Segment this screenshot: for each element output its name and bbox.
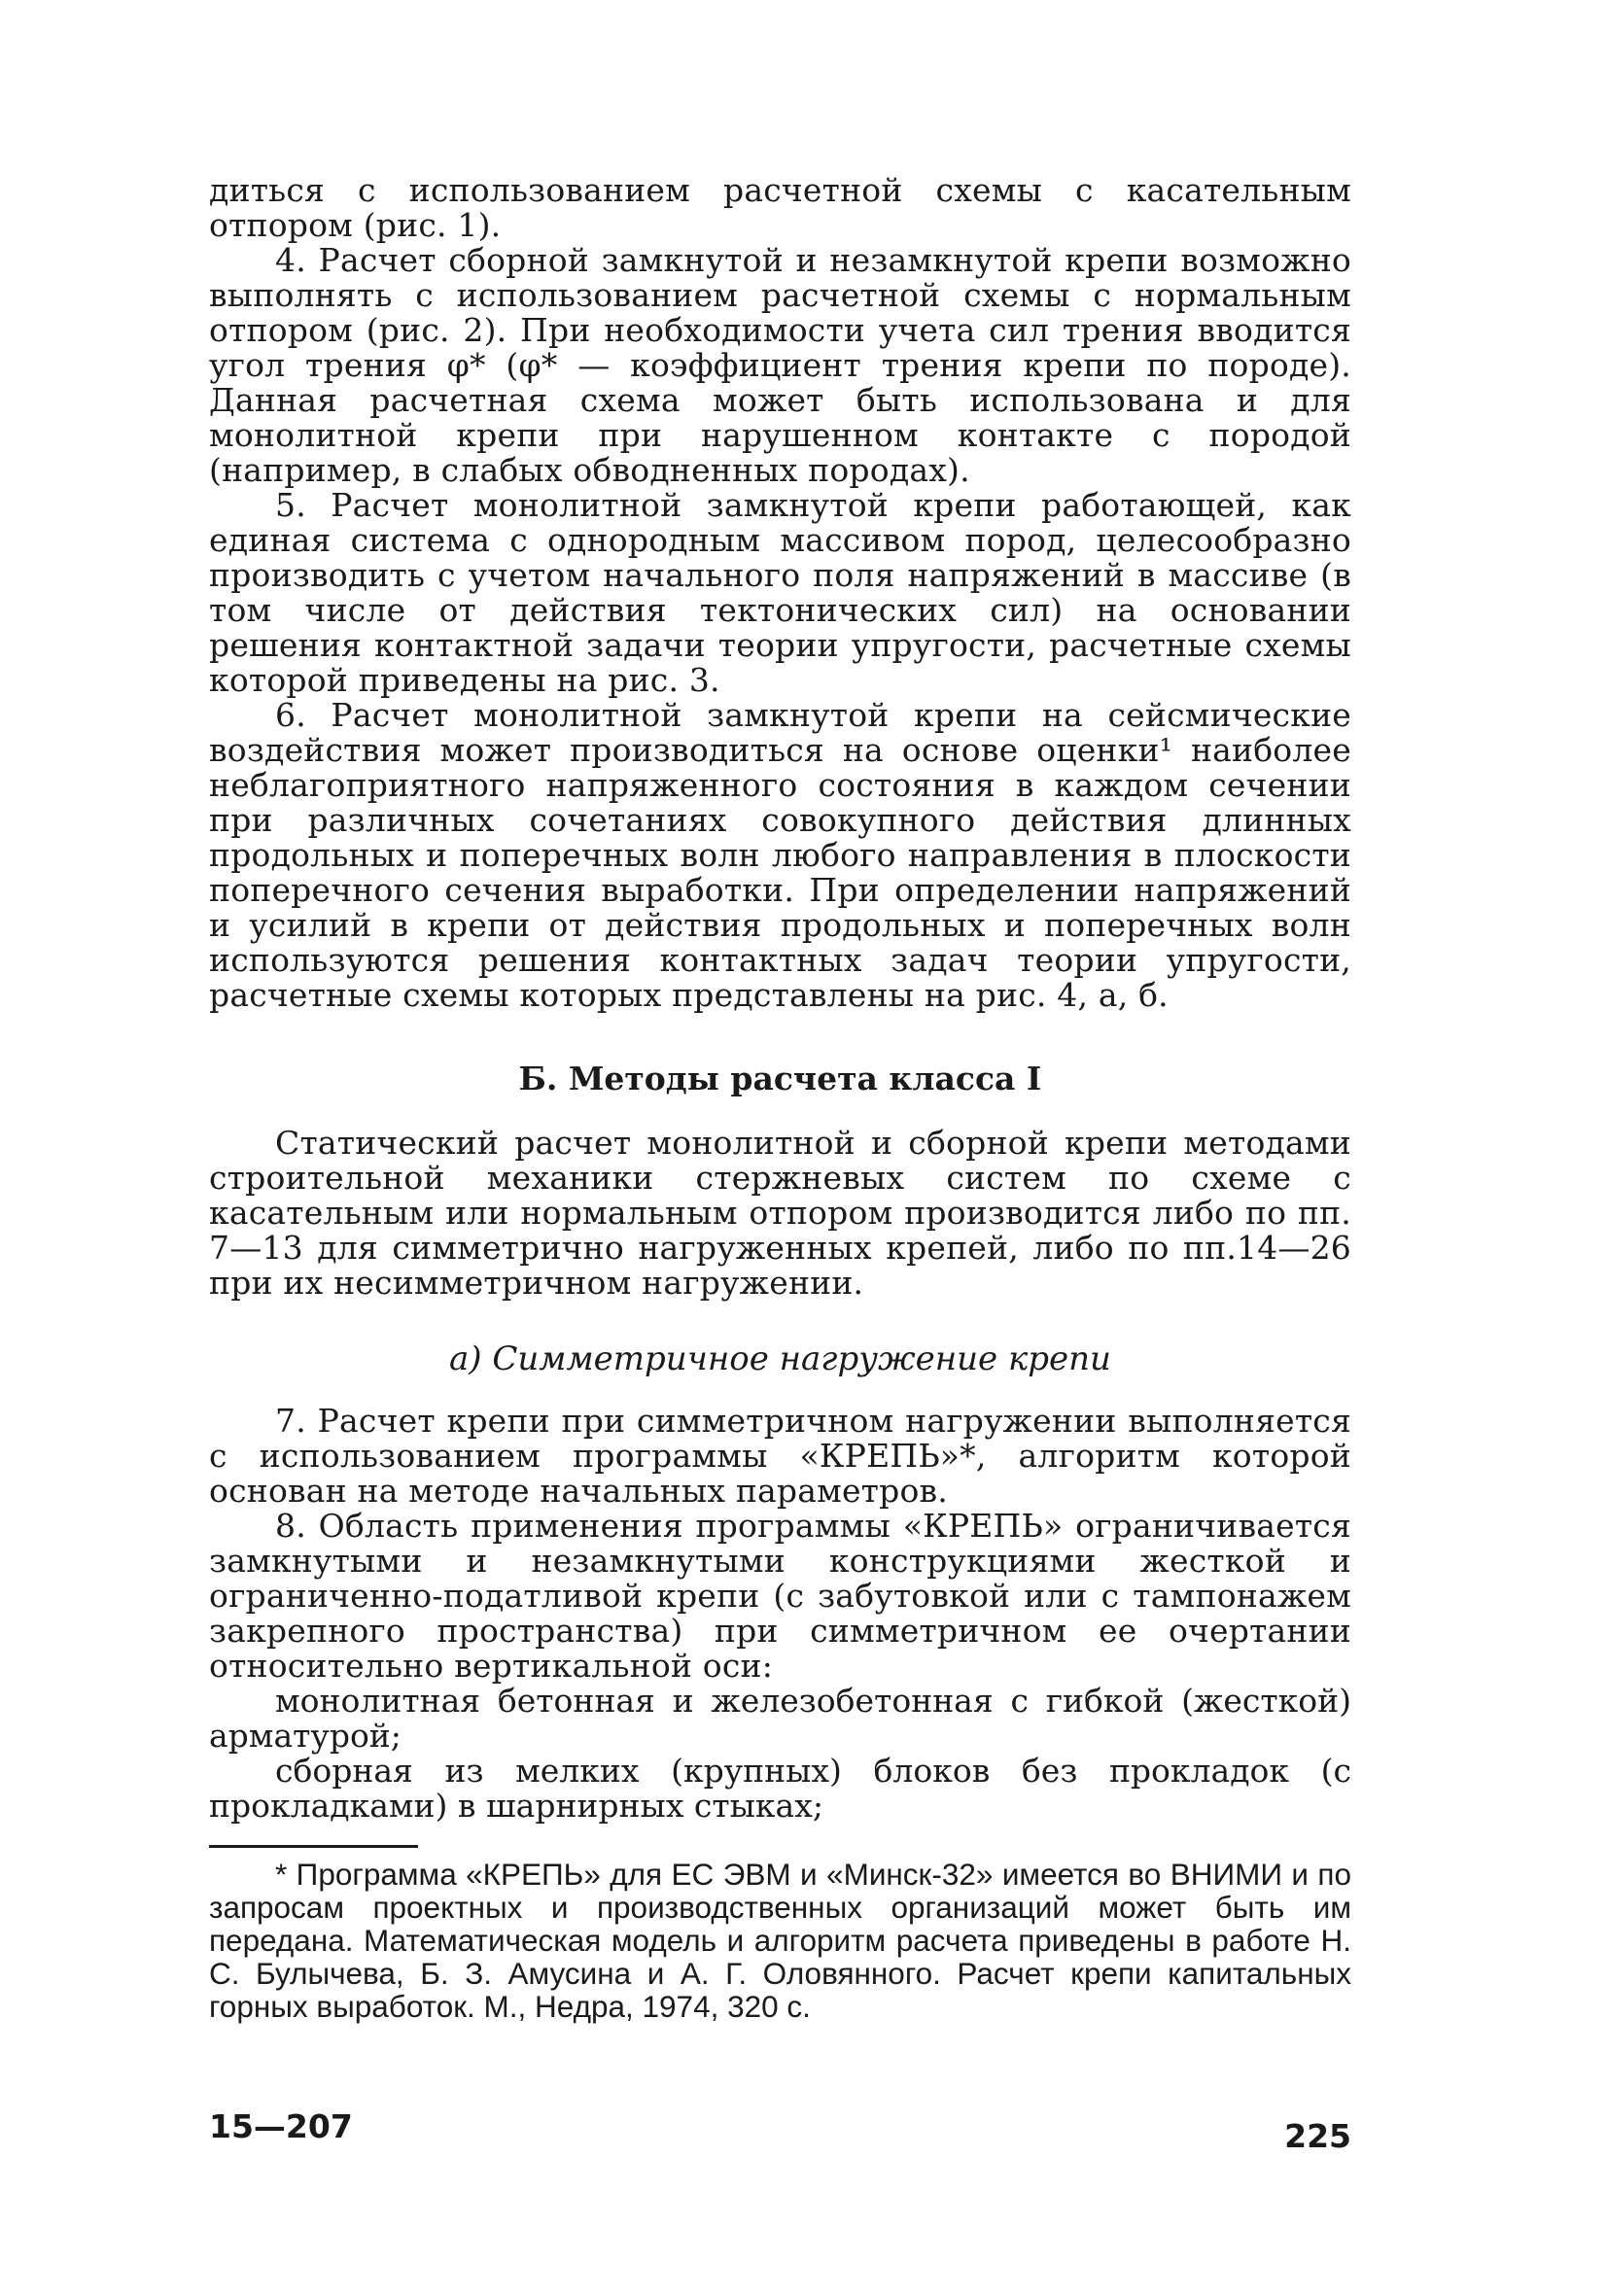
paragraph-6: 6. Расчет монолитной замкнутой крепи на сейсмические воздействия может производиться на основе оценки¹ наиболее неблагоприятного напряженного состояния в каждом сечении при различных сочетаниях совокупного действия длинных продольных и поперечных волн любого направления в плоскости поперечного сечения выработки. При определении напряжений и усилий в крепи от действия продольных и поперечных волн используются решения контактных задач теории упругости, расчетные схемы которых представлены на рис. 4, а, б. xyxy=(209,696,1351,1014)
footnote: * Программа «КРЕПЬ» для ЕС ЭВМ и «Минск-32» имеется во ВНИМИ и по запросам проектных и производственных организаций может быть им передана. Математическая модель и алгоритм расчета приведены в работе Н. С. Булычева, Б. З. Амусина и А. Г. Оловянного. Расчет крепи капитальных горных выработок. М., Недра, 1974, 320 с. xyxy=(209,1857,1351,2024)
paragraph-4: 4. Расчет сборной замкнутой и незамкнутой крепи возможно выполнять с использованием расчетной схемы с нормальным отпором (рис. 2). При необходимости учета сил трения вводится угол трения φ* (φ* — коэффициент трения крепи по породе). Данная расчетная схема может быть использована и для монолитной крепи при нарушенном контакте с породой (например, в слабых обводненных породах). xyxy=(209,241,1351,489)
paragraph-5: 5. Расчет монолитной замкнутой крепи работающей, как единая система с однородным массивом пород, целесообразно производить с учетом начального поля напряжений в массиве (в том числе от действия тектонических сил) на основании решения контактной задачи теории упругости, расчетные схемы которой приведены на рис. 3. xyxy=(209,486,1351,699)
page-footer xyxy=(209,2107,1351,2156)
subsection-heading-a: а) Симметричное нагружение крепи xyxy=(449,1339,1111,1378)
section-b-paragraph: Статический расчет монолитной и сборной крепи методами строительной механики стержневых систем по схеме с касательным или нормальным отпором производится либо по пп. 7—13 для симметрично нагруженных крепей, либо по пп.14—26 при их несимметричном нагружении. xyxy=(209,1124,1351,1302)
list-item-precast: сборная из мелких (крупных) блоков без прокладок (с прокладками) в шарнирных стыках; xyxy=(209,1752,1351,1825)
page-body xyxy=(209,173,1351,2023)
paragraph-7: 7. Расчет крепи при симметричном нагружении выполняется с использованием программы «КРЕПЬ»*, алгоритм которой основан на методе начальных параметров. xyxy=(209,1402,1351,1510)
section-heading-b: Б. Методы расчета класса I xyxy=(518,1060,1042,1097)
printer-signature: 15—207 xyxy=(209,2107,353,2145)
page-number: 225 xyxy=(1284,2117,1351,2155)
paragraph-continuation: диться с использованием расчетной схемы с касательным отпором (рис. 1). xyxy=(209,171,1351,244)
list-item-monolithic: монолитная бетонная и железобетонная с гибкой (жесткой) арматурой; xyxy=(209,1682,1351,1755)
paragraph-8: 8. Область применения программы «КРЕПЬ» ограничивается замкнутыми и незамкнутыми конструкциями жесткой и ограниченно-податливой крепи (с забутовкой или с тампонажем закрепного пространства) при симметричном ее очертании относительно вертикальной оси: xyxy=(209,1507,1351,1685)
